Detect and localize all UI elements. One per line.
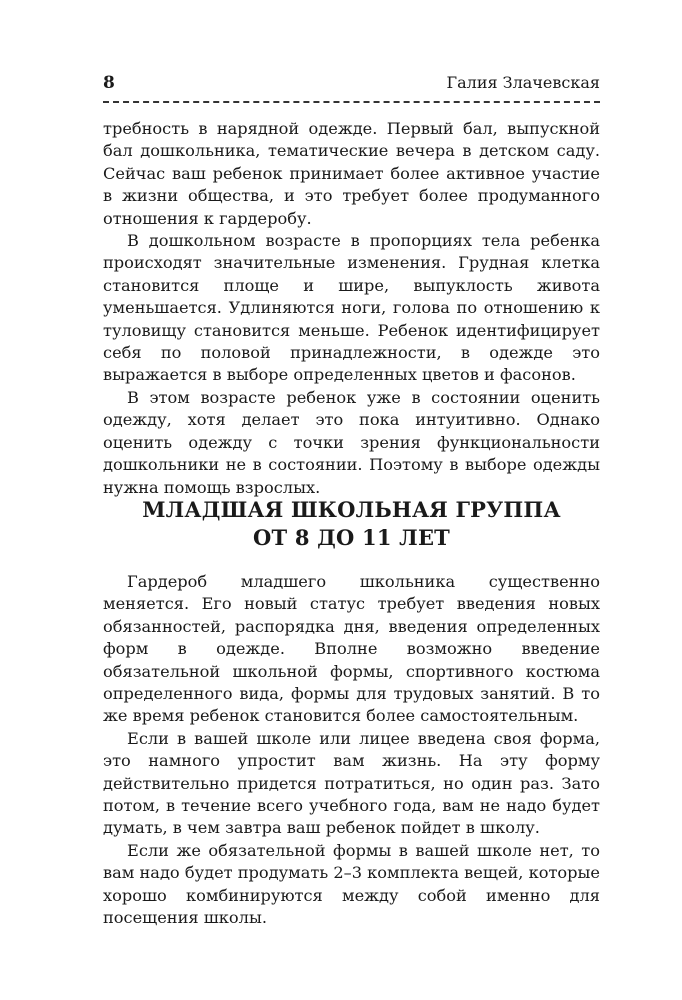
section-heading-line-1: МЛАДШАЯ ШКОЛЬНАЯ ГРУППА bbox=[142, 497, 561, 522]
running-head-author: Галия Злачевская bbox=[446, 73, 600, 92]
paragraph: В дошкольном возрасте в пропорциях тела ребенка происходят значительные изменения. Грудная клетка становится площе и шире, выпуклость живота уменьшается. Удлиняются ноги, голова по отношению к туловищу становится меньше. Ребенок идентифицирует себя по половой принадлежности, в одежде это выражается в выборе определенных цветов и фасонов. bbox=[103, 231, 600, 385]
running-header bbox=[103, 72, 600, 100]
page-number: 8 bbox=[103, 73, 115, 93]
paragraph: В этом возрасте ребенок уже в состоянии оценить одежду, хотя делает это пока интуитивно. Однако оценить одежду с точки зрения функциональности дошкольники не в состоянии. Поэтому в выборе одежды нужна помощь взрослых. bbox=[103, 387, 600, 497]
paragraph: Если в вашей школе или лицее введена своя форма, это намного упростит вам жизнь. На эту форму действительно придется потратиться, но один раз. Зато потом, в течение всего учебного года, вам не надо будет думать, в чем завтра ваш ребенок пойдет в школу. bbox=[103, 728, 600, 838]
section-heading bbox=[103, 496, 600, 552]
section-heading-line-2: ОТ 8 ДО 11 ЛЕТ bbox=[253, 525, 450, 550]
text-block-preschool bbox=[103, 118, 600, 499]
header-dashed-rule bbox=[103, 101, 600, 103]
paragraph: требность в нарядной одежде. Первый бал, выпускной бал дошкольника, тематические вечера в детском саду. Сейчас ваш ребенок принимает более активное участие в жизни общества, и это требует более продуманного отношения к гардеробу. bbox=[103, 119, 600, 228]
text-block-junior-school bbox=[103, 571, 600, 930]
paragraph: Гардероб младшего школьника существенно меняется. Его новый статус требует введения новых обязанностей, распорядка дня, введения определенных форм в одежде. Вполне возможно введение обязательной школьной формы, спортивного костюма определенного вида, формы для трудовых занятий. В то же время ребенок становится более самостоятельным. bbox=[103, 572, 600, 726]
paragraph: Если же обязательной формы в вашей школе нет, то вам надо будет продумать 2–3 комплекта вещей, которые хорошо комбинируются между собой именно для посещения школы. bbox=[103, 840, 600, 928]
